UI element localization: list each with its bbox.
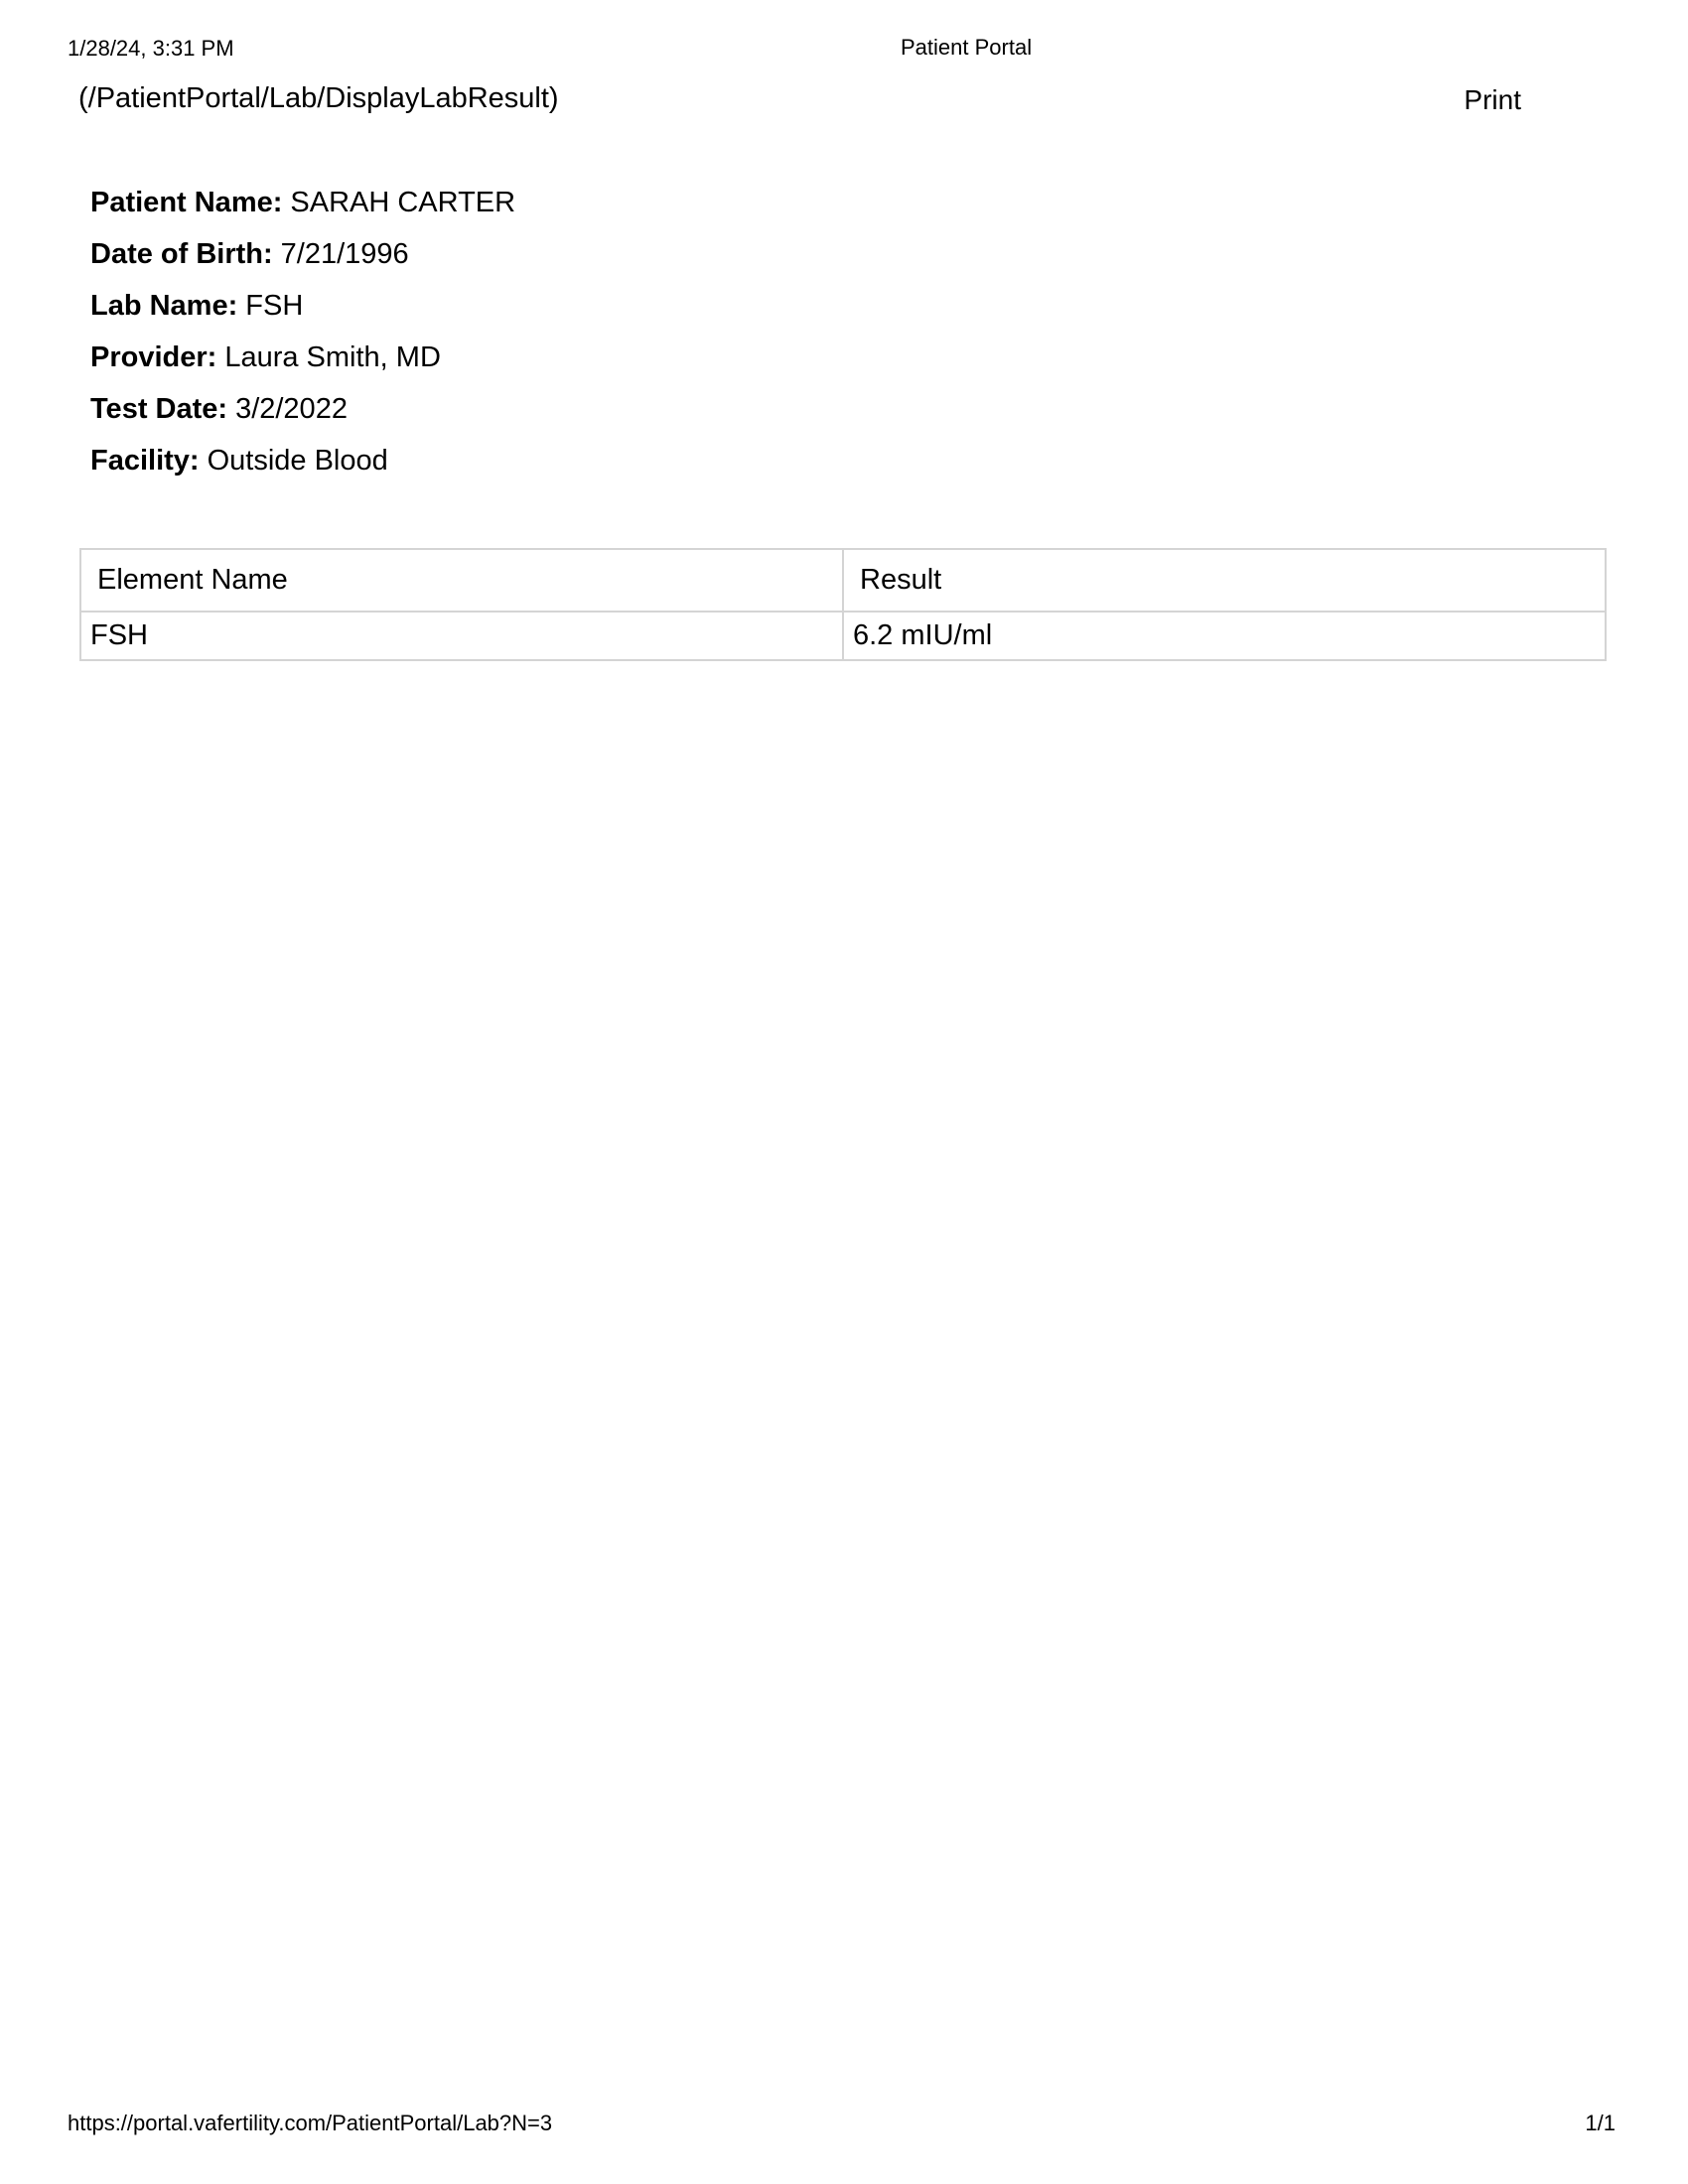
table-header-row: [80, 549, 1606, 612]
page-indicator: 1/1: [1585, 2111, 1616, 2135]
provider-label: Provider:: [90, 341, 217, 373]
facility-label: Facility:: [90, 445, 200, 477]
patient-name-row: [90, 177, 515, 228]
print-datetime: 1/28/24, 3:31 PM: [68, 36, 234, 61]
lab-name-label: Lab Name:: [90, 290, 238, 322]
print-page-title: Patient Portal: [901, 35, 1033, 60]
column-header-result: Result: [843, 549, 1606, 612]
date-of-birth-value: 7/21/1996: [280, 238, 409, 270]
test-date-value: 3/2/2022: [235, 393, 348, 425]
patient-info-block: [90, 177, 515, 486]
result-cell: 6.2 mIU/ml: [843, 612, 1606, 660]
print-button[interactable]: Print: [1464, 84, 1521, 115]
lab-results-table: [79, 548, 1607, 661]
provider-value: Laura Smith, MD: [224, 341, 441, 373]
facility-value: Outside Blood: [207, 445, 388, 477]
column-header-element-name: Element Name: [80, 549, 843, 612]
test-date-label: Test Date:: [90, 393, 228, 425]
print-footer-url: https://portal.vafertility.com/PatientPortal/Lab?N=3: [68, 2111, 553, 2135]
date-of-birth-label: Date of Birth:: [90, 238, 273, 270]
table-row: [80, 612, 1606, 660]
patient-name-label: Patient Name:: [90, 187, 283, 218]
lab-result-path-link[interactable]: (/PatientPortal/Lab/DisplayLabResult): [78, 82, 559, 114]
lab-name-value: FSH: [245, 290, 304, 322]
provider-row: [90, 332, 515, 383]
lab-name-row: [90, 280, 515, 332]
element-name-cell: FSH: [80, 612, 843, 660]
date-of-birth-row: [90, 228, 515, 280]
patient-name-value: SARAH CARTER: [290, 187, 516, 218]
facility-row: [90, 435, 515, 486]
test-date-row: [90, 383, 515, 435]
